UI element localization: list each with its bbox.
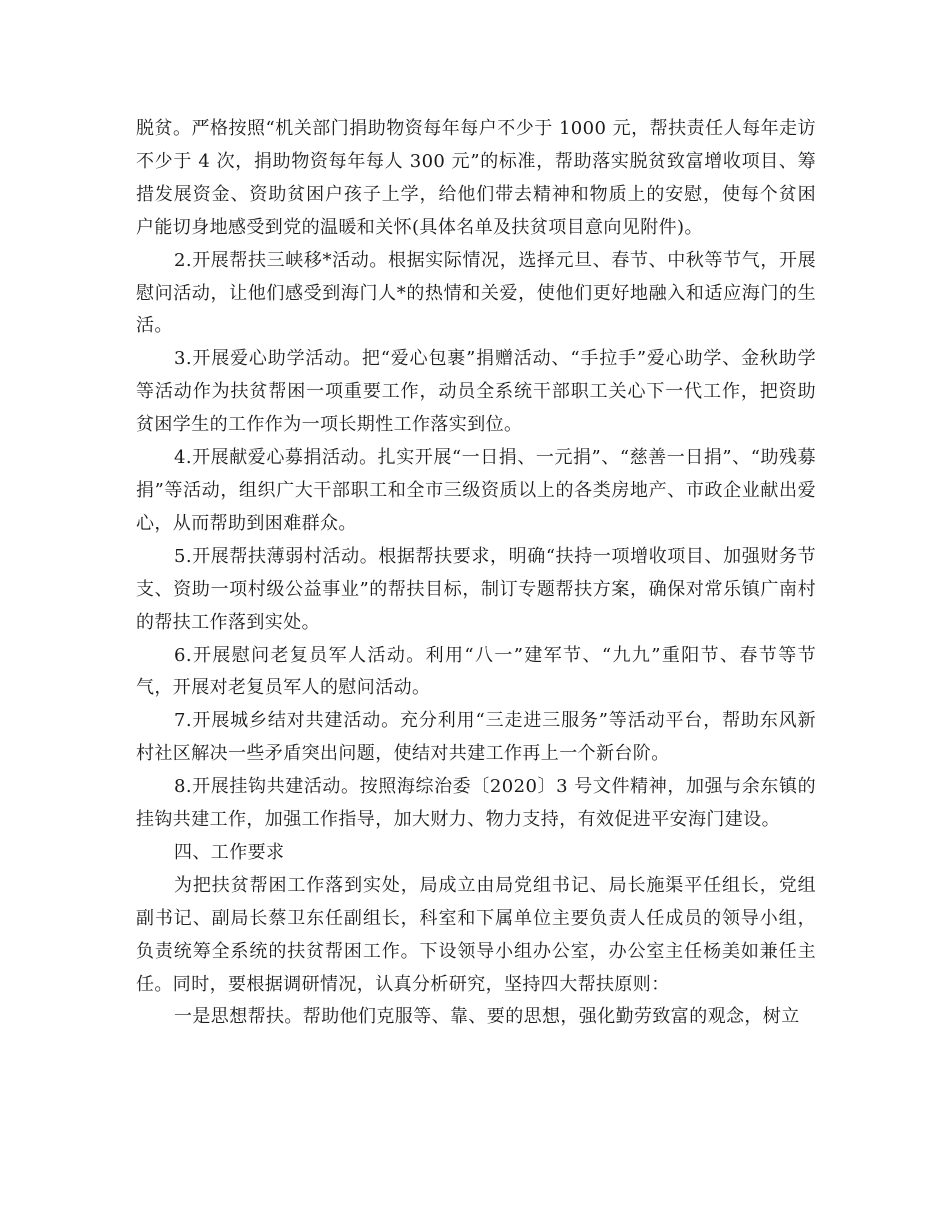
paragraph-principle-1: 一是思想帮扶。帮助他们克服等、靠、要的思想，强化勤劳致富的观念，树立 [174, 1006, 800, 1028]
paragraph-item-2: 2.开展帮扶三峡移*活动。根据实际情况，选择元旦、春节、中秋等节气，开展慰问活动，让他们感受到海门人*的热情和关爱，使他们更好地融入和适应海门的生活。 [136, 249, 816, 337]
paragraph-item-7: 7.开展城乡结对共建活动。充分利用“三走进三服务”等活动平台，帮助东风新村社区解决一些矛盾突出问题，使结对共建工作再上一个新台阶。 [136, 710, 816, 765]
paragraph-item-3: 3.开展爱心助学活动。把“爱心包裹”捐赠活动、“手拉手”爱心助学、金秋助学等活动作为扶贫帮困一项重要工作，动员全系统干部职工关心下一代工作，把资助贫困学生的工作作为一项长期性工作落实到位。 [136, 348, 816, 436]
document-body [136, 113, 816, 1034]
paragraph-continuation: 脱贫。严格按照“机关部门捐助物资每年每户不少于 1000 元，帮扶责任人每年走访不少于 4 次，捐助物资每年每人 300 元”的标准，帮助落实脱贫致富增收项目、筹措发展资金、资助贫困户孩子上学，给他们带去精神和物质上的安慰，使每个贫困户能切身地感受到党的温暖和关怀(具体名单及扶贫项目意向见附件)。 [136, 118, 816, 238]
paragraph-item-4: 4.开展献爱心募捐活动。扎实开展“一日捐、一元捐”、“慈善一日捐”、“助残募捐”等活动，组织广大干部职工和全市三级资质以上的各类房地产、市政企业献出爱心，从而帮助到困难群众。 [136, 447, 816, 534]
paragraph-requirements: 为把扶贫帮困工作落到实处，局成立由局党组书记、局长施渠平任组长，党组副书记、副局长蔡卫东任副组长，科室和下属单位主要负责人任成员的领导小组，负责统筹全系统的扶贫帮困工作。下设领导小组办公室，办公室主任杨美如兼任主任。同时，要根据调研情况，认真分析研究，坚持四大帮扶原则： [136, 874, 816, 995]
paragraph-item-8: 8.开展挂钩共建活动。按照海综治委〔2020〕3 号文件精神，加强与余东镇的挂钩共建工作，加强工作指导，加大财力、物力支持，有效促进平安海门建设。 [136, 776, 816, 831]
section-heading: 四、工作要求 [174, 841, 285, 863]
paragraph-item-6: 6.开展慰问老复员军人活动。利用“八一”建军节、“九九”重阳节、春节等节气，开展对老复员军人的慰问活动。 [136, 644, 816, 699]
paragraph-item-5: 5.开展帮扶薄弱村活动。根据帮扶要求，明确“扶持一项增收项目、加强财务节支、资助一项村级公益事业”的帮扶目标，制订专题帮扶方案，确保对常乐镇广南村的帮扶工作落到实处。 [136, 545, 816, 633]
